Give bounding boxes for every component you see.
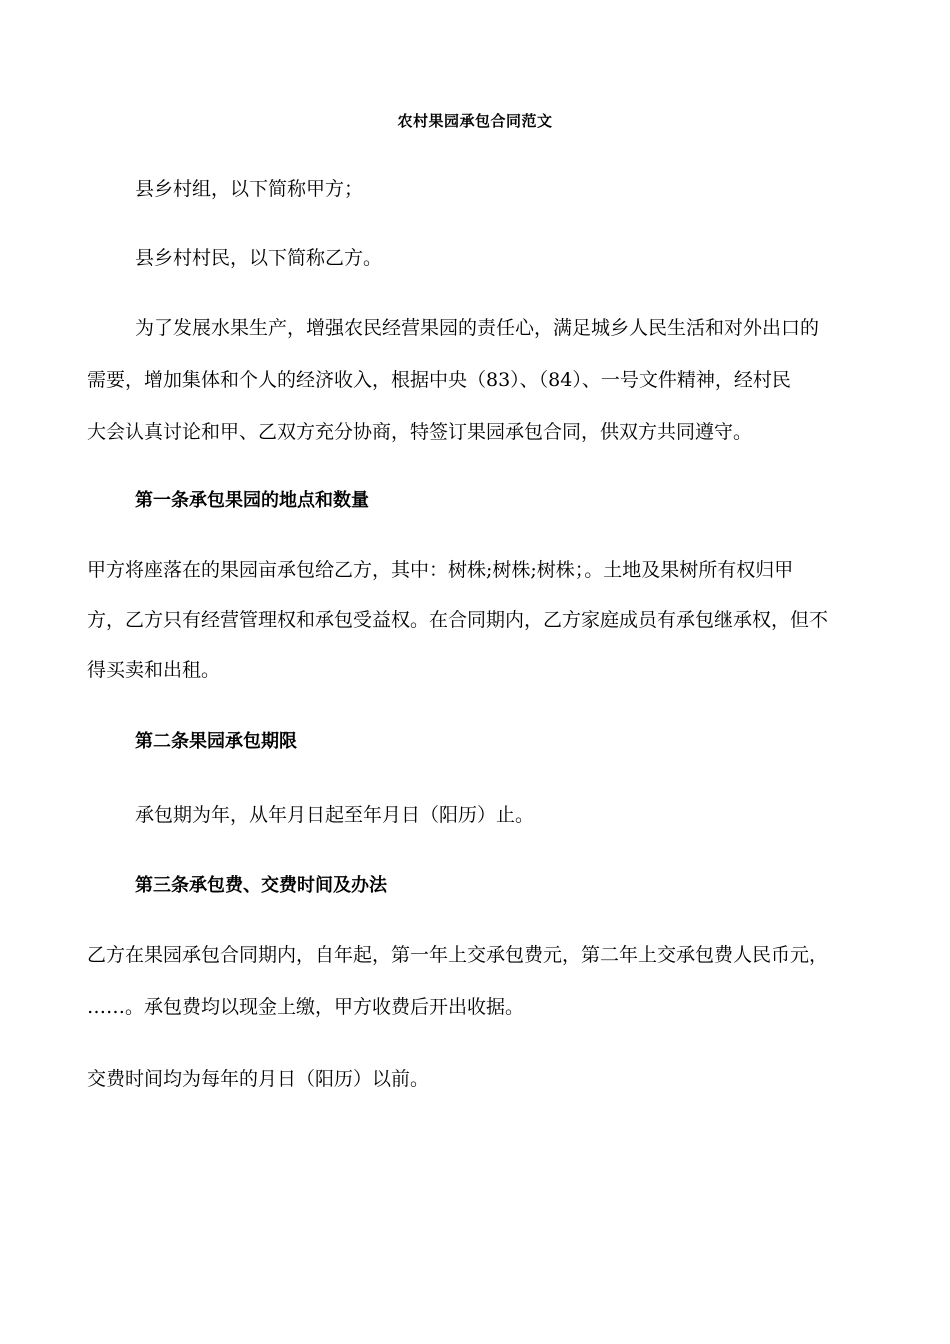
article1-heading: 第一条承包果园的地点和数量 — [135, 490, 369, 511]
article3-line-2: ……。承包费均以现金上缴，甲方收费后开出收据。 — [87, 996, 525, 1018]
article1-line-3: 得买卖和出租。 — [87, 659, 221, 681]
article1-line-1: 甲方将座落在的果园亩承包给乙方，其中：树株;树株;树株；。土地及果树所有权归甲 — [87, 559, 794, 581]
article2-text: 承包期为年，从年月日起至年月日（阳历）止。 — [135, 804, 535, 826]
document-title: 农村果园承包合同范文 — [397, 112, 553, 130]
preamble-line-3: 大会认真讨论和甲、乙双方充分协商，特签订果园承包合同，供双方共同遵守。 — [87, 421, 753, 443]
party-b-line: 县乡村村民，以下简称乙方。 — [135, 247, 383, 269]
article3-heading: 第三条承包费、交费时间及办法 — [135, 875, 387, 896]
article3-line-1: 乙方在果园承包合同期内，自年起，第一年上交承包费元，第二年上交承包费人民币元， — [87, 944, 829, 966]
preamble-line-2: 需要，增加集体和个人的经济收入，根据中央（83）、（84）、一号文件精神，经村民 — [87, 369, 791, 391]
article3-payment-time: 交费时间均为每年的月日（阳历）以前。 — [87, 1068, 430, 1090]
preamble-line-1: 为了发展水果生产，增强农民经营果园的责任心，满足城乡人民生活和对外出口的 — [135, 317, 820, 339]
article2-heading: 第二条果园承包期限 — [135, 731, 297, 752]
article1-line-2: 方，乙方只有经营管理权和承包受益权。在合同期内，乙方家庭成员有承包继承权，但不 — [87, 609, 829, 631]
party-a-line: 县乡村组，以下简称甲方； — [135, 178, 364, 200]
